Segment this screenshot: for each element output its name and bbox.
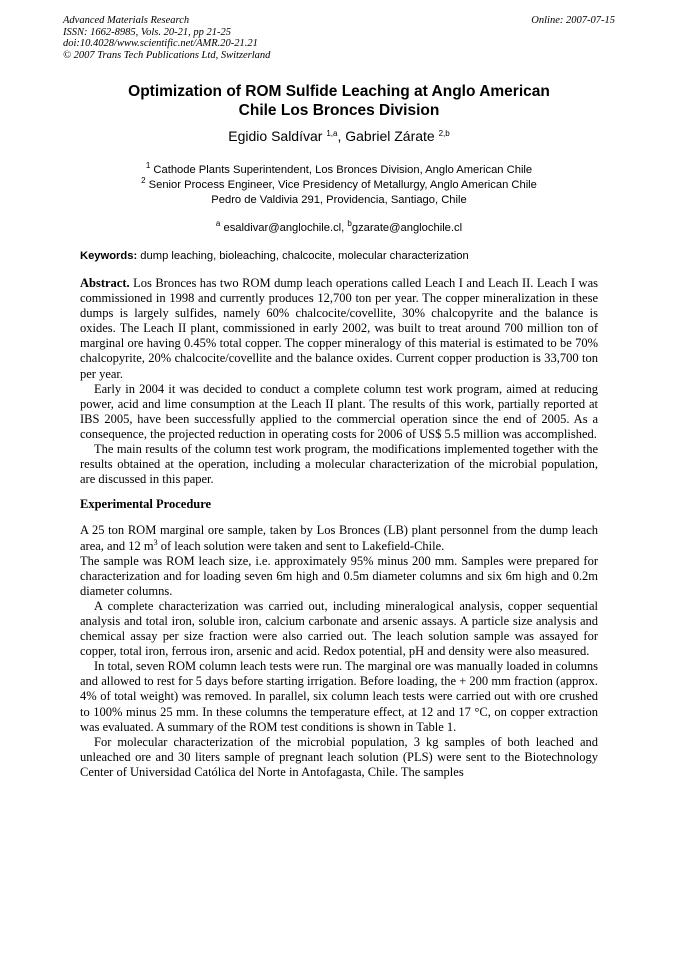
section-heading: Experimental Procedure	[80, 497, 212, 512]
abstract-paragraph-1	[80, 276, 598, 382]
email-a-mark: a	[215, 219, 221, 228]
title-line-2: Chile Los Bronces Division	[238, 102, 440, 119]
affiliation-1-mark: 1	[145, 161, 151, 170]
paper-title	[80, 82, 598, 120]
paper-body	[80, 276, 598, 780]
section-paragraph-3: A complete characterization was carried out, including mineralogical analysis, copper sequential analysis and total iron, soluble iron, calcium carbonate and arsenic assays. A particle size analysis and chemical assay per size fraction were also carried out. The leach solution sample was assayed for copper, total iron, ferrous iron, arsenic and acid. Redox potential, pH and density were also measured.	[80, 598, 598, 659]
author-list	[80, 127, 598, 145]
journal-doi: doi:10.4028/www.scientific.net/AMR.20-21.21	[63, 38, 258, 50]
author-1-name: Egidio Saldívar	[228, 128, 327, 144]
journal-issn: ISSN: 1662-8985, Vols. 20-21, pp 21-25	[63, 26, 231, 38]
affiliation-2	[80, 178, 598, 193]
affiliation-address: Pedro de Valdivia 291, Providencia, Santiago, Chile	[211, 194, 467, 206]
section-p1-sup: 3	[153, 537, 158, 547]
section-p1-text-a: A 25 ton ROM marginal ore sample, taken by Los Bronces (LB) plant personnel from the dump leach area, and 12 m	[80, 523, 598, 553]
journal-copyright: © 2007 Trans Tech Publications Ltd, Switzerland	[63, 49, 271, 61]
online-date: Online: 2007-07-15	[531, 15, 615, 26]
abstract-text-1: Los Bronces has two ROM dump leach operations called Leach I and Leach II. Leach I was commissioned in 1998 and currently produces 12,700 ton per year. The copper mineralization in these dumps is largely sulfides, namely 60% chalcocite/covellite, 30% chalcopyrite and the balance is oxides. The Leach II plant, commissioned in early 2002, was built to treat around 700 million ton of marginal ore having 0.45% total copper. The copper mineralogy of this material is estimated to be 70% chalcopyrite, 20% chalcocite/covellite and the balance oxides. Current copper production is 33,700 ton per year.	[80, 276, 598, 381]
section-paragraph-2: The sample was ROM leach size, i.e. approximately 95% minus 200 mm. Samples were prepared for characterization and for loading seven 6m high and 0.5m diameter columns and six 6m high and 0.2m diameter columns.	[80, 553, 598, 598]
section-paragraph-1	[80, 523, 598, 553]
author-2-name: , Gabriel Zárate	[337, 128, 439, 144]
journal-name: Advanced Materials Research	[63, 15, 190, 26]
affiliation-2-text: Senior Process Engineer, Vice Presidency of Metallurgy, Anglo American Chile	[145, 179, 537, 191]
keywords-label: Keywords:	[80, 250, 138, 262]
section-paragraph-4: In total, seven ROM column leach tests were run. The marginal ore was manually loaded in columns and allowed to rest for 5 days before starting irrigation. Before loading, the + 200 mm fraction (approx. 4% of total weight) was removed. In parallel, six column leach tests were carried out with ore crushed to 100% minus 25 mm. In these columns the temperature effect, at 12 and 17 °C, on copper extraction was evaluated. A summary of the ROM test conditions is shown in Table 1.	[80, 659, 598, 734]
abstract-paragraph-2: Early in 2004 it was decided to conduct a complete column test work program, aimed at reducing power, acid and lime consumption at the Leach II plant. The results of this work, partially reported at IBS 2005, have been successfully applied to the commercial operation since the end of 2005. As a consequence, the projected reduction in operating costs for 2006 of US$ 5.5 million was accomplished.	[80, 381, 598, 441]
affiliation-1-text: Cathode Plants Superintendent, Los Bronces Division, Anglo American Chile	[150, 164, 533, 176]
keywords-text: dump leaching, bioleaching, chalcocite, molecular characterization	[137, 250, 469, 262]
abstract-paragraph-3: The main results of the column test work program, the modifications implemented together with the results obtained at the operation, including a molecular characterization of the microbial population, are discussed in this paper.	[80, 442, 598, 487]
author-1-marks: 1,a	[326, 129, 338, 138]
abstract-label: Abstract.	[80, 276, 130, 290]
email-b[interactable]: gzarate@anglochile.cl	[351, 222, 463, 234]
section-paragraph-5: For molecular characterization of the microbial population, 3 kg samples of both leached and unleached ore and 30 liters sample of pregnant leach solution (PLS) were sent to the Biotechnology Center of Universidad Católica del Norte in Antofagasta, Chile. The samples	[80, 734, 598, 779]
title-line-1: Optimization of ROM Sulfide Leaching at Anglo American	[128, 83, 550, 100]
author-emails	[80, 221, 598, 236]
journal-header	[63, 15, 270, 61]
affiliations	[80, 163, 598, 208]
affiliation-2-mark: 2	[141, 176, 146, 185]
author-2-marks: 2,b	[438, 129, 450, 138]
affiliation-1	[80, 163, 598, 178]
email-b-mark: b	[347, 219, 352, 228]
email-a[interactable]: esaldivar@anglochile.cl,	[220, 222, 348, 234]
keywords	[80, 249, 598, 264]
section-p1-text-b: of leach solution were taken and sent to Lakefield-Chile.	[157, 538, 445, 553]
